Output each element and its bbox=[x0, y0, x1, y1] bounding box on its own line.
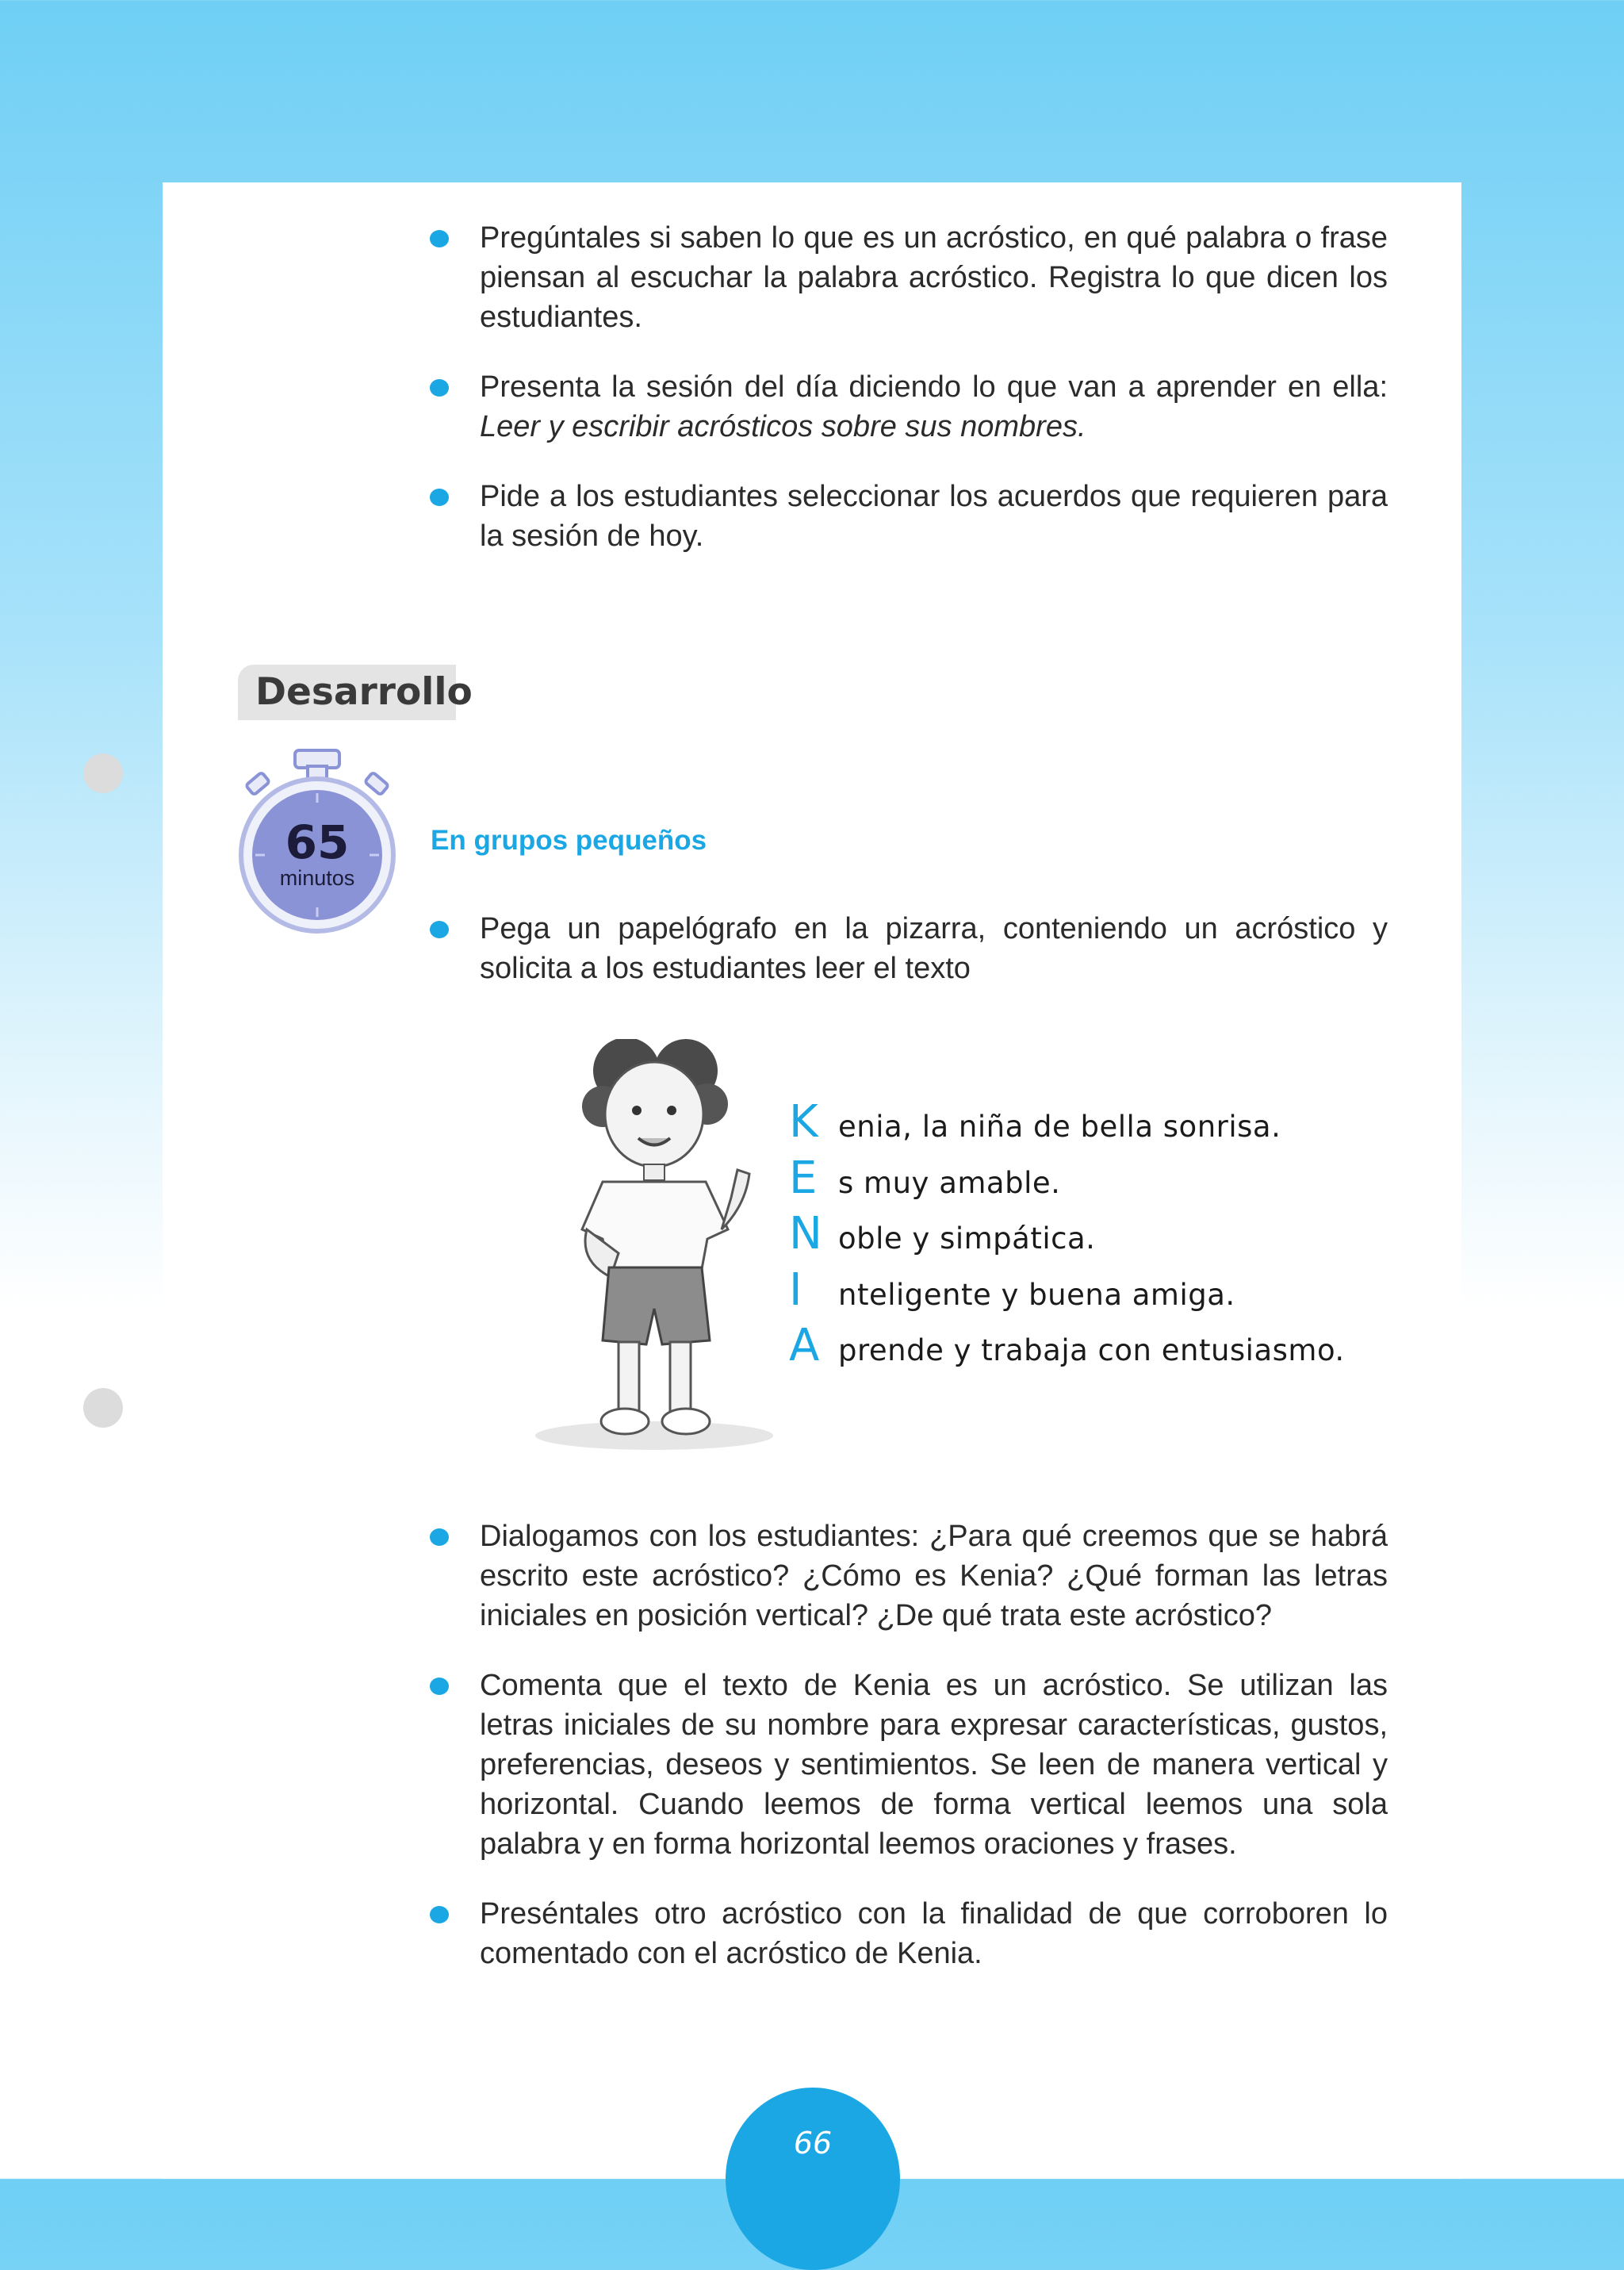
stopwatch-icon bbox=[230, 746, 404, 936]
closing-bullet-comment: Comenta que el texto de Kenia es un acróstico. Se utilizan las letras iniciales de su nombre para expresar características, gustos, preferencias, deseos y sentimientos. Se leen de manera vertical y horizontal. Cuando leemos de forma vertical leemos una sola palabra y en forma horizontal leemos oraciones y frases. bbox=[428, 1666, 1388, 1864]
intro-bullet-present-text: Presenta la sesión del día diciendo lo que van a aprender en ella: bbox=[480, 370, 1388, 404]
acrostic-text: nteligente y buena amiga. bbox=[838, 1277, 1235, 1312]
acrostic-text: oble y simpática. bbox=[838, 1221, 1096, 1256]
page-number: 66 bbox=[793, 2126, 833, 2161]
closing-bullet-dialogue: Dialogamos con los estudiantes: ¿Para qué creemos que se habrá escrito este acróstico? ¿Cómo es Kenia? ¿Qué forman las letras iniciales en posición vertical? ¿De qué trata este acróstico? bbox=[428, 1517, 1388, 1635]
acrostic-line bbox=[789, 1210, 1345, 1267]
intro-bullet-present-italic: Leer y escribir acrósticos sobre sus nombres. bbox=[480, 410, 1086, 443]
girl-illustration bbox=[523, 1039, 785, 1451]
development-bullet-paste: Pega un papelógrafo en la pizarra, conteniendo un acróstico y solicita a los estudiantes leer el texto bbox=[428, 909, 1388, 988]
acrostic-text: s muy amable. bbox=[838, 1165, 1061, 1200]
acrostic-letter: A bbox=[789, 1320, 820, 1371]
intro-bullet-ask: Pregúntales si saben lo que es un acróstico, en qué palabra o frase piensan al escuchar la palabra acróstico. Registra lo que dicen los estudiantes. bbox=[428, 218, 1388, 337]
subheading-small-groups: En grupos pequeños bbox=[431, 825, 707, 856]
acrostic-kenia bbox=[789, 1096, 1345, 1378]
acrostic-text: enia, la niña de bella sonrisa. bbox=[838, 1110, 1281, 1144]
acrostic-letter: K bbox=[789, 1096, 818, 1148]
acrostic-letter: N bbox=[789, 1208, 822, 1260]
binder-hole-top bbox=[83, 753, 123, 793]
closing-bullet-present: Preséntales otro acróstico con la finalidad de que corroboren lo comentado con el acróstico de Kenia. bbox=[428, 1894, 1388, 1973]
acrostic-line bbox=[789, 1263, 1345, 1323]
intro-bullet-present bbox=[428, 367, 1388, 447]
acrostic-letter: E bbox=[789, 1152, 818, 1204]
acrostic-line bbox=[789, 1152, 1345, 1211]
binder-hole-bottom bbox=[83, 1388, 123, 1428]
development-bullet-list bbox=[428, 909, 1388, 1018]
acrostic-line bbox=[789, 1096, 1345, 1155]
intro-bullet-list bbox=[428, 218, 1388, 586]
acrostic-line bbox=[789, 1322, 1345, 1378]
timer-value: 65 bbox=[285, 815, 350, 869]
page-number-badge bbox=[726, 2088, 900, 2270]
acrostic-text: prende y trabaja con entusiasmo. bbox=[838, 1333, 1345, 1367]
intro-bullet-agreements: Pide a los estudiantes seleccionar los acuerdos que requieren para la sesión de hoy. bbox=[428, 477, 1388, 556]
acrostic-letter: I bbox=[789, 1263, 802, 1316]
timer-unit: minutos bbox=[279, 866, 355, 890]
closing-bullet-list bbox=[428, 1517, 1388, 2004]
section-title: Desarrollo bbox=[238, 665, 456, 720]
